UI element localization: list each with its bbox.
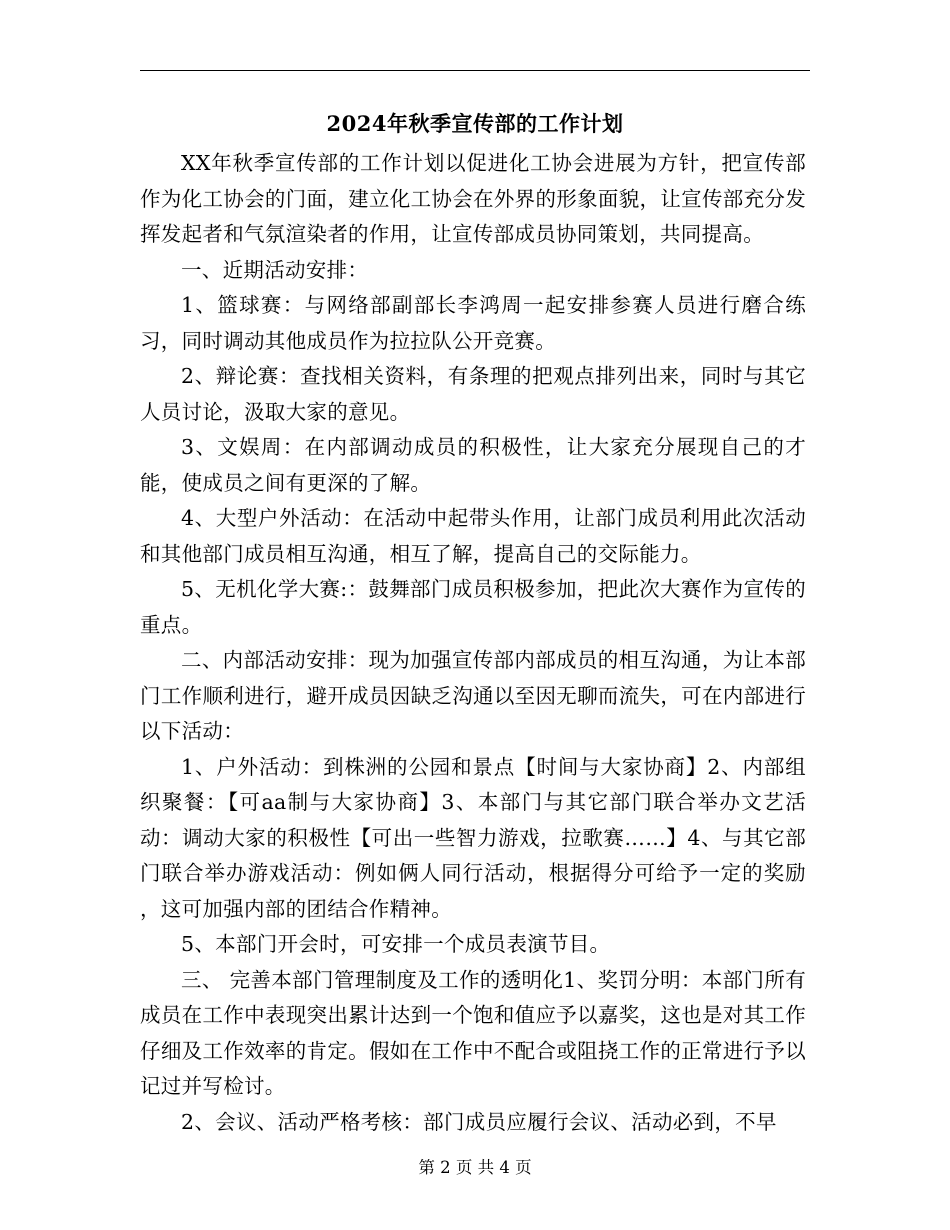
paragraph-internal-activities: 1、户外活动：到株洲的公园和景点【时间与大家协商】2、内部组织聚餐：【可aa制与大家协商】3、本部门与其它部门联合举办文艺活动：调动大家的积极性【可出一些智力游戏，拉歌赛……】4、与其它部门联合举办游戏活动：例如俩人同行活动，根据得分可给予一定的奖励 ，这可加强内部的团结合作精神。 bbox=[140, 754, 806, 921]
paragraph-section-3: 三、 完善本部门管理制度及工作的透明化1、奖罚分明：本部门所有成员在工作中表现突出累计达到一个饱和值应予以嘉奖，这也是对其工作仔细及工作效率的肯定。假如在工作中不配合或阻挠工作的正常进行予以记过并写检讨。 bbox=[140, 967, 806, 1098]
page-number: 第 2 页 共 4 页 bbox=[418, 1158, 532, 1177]
paragraph-section-2: 二、内部活动安排：现为加强宣传部内部成员的相互沟通，为让本部门工作顺利进行，避开成员因缺乏沟通以至因无聊而流失，可在内部进行以下活动： bbox=[140, 648, 806, 743]
paragraph-section-1-heading: 一、近期活动安排： bbox=[181, 257, 369, 282]
paragraph-debate: 2、辩论赛：查找相关资料，有条理的把观点排列出来，同时与其它人员讨论，汲取大家的意见。 bbox=[140, 364, 806, 424]
header-rule bbox=[140, 70, 810, 71]
paragraph-intro: XX年秋季宣传部的工作计划以促进化工协会进展为方针，把宣传部作为化工协会的门面，建立化工协会在外界的形象面貌，让宣传部充分发挥发起者和气氛渲染者的作用，让宣传部成员协同策划，共同提高。 bbox=[140, 151, 806, 246]
paragraph-meeting-assessment: 2、会议、活动严格考核：部门成员应履行会议、活动必到，不早 bbox=[181, 1109, 777, 1134]
paragraph-chemistry-contest: 5、无机化学大赛:：鼓舞部门成员积极参加，把此次大赛作为宣传的重点。 bbox=[140, 577, 806, 637]
paragraph-basketball: 1、篮球赛：与网络部副部长李鸿周一起安排参赛人员进行磨合练习，同时调动其他成员作为拉拉队公开竞赛。 bbox=[140, 293, 806, 353]
document-body bbox=[140, 146, 806, 1140]
paragraph-meeting-performance: 5、本部门开会时，可安排一个成员表演节目。 bbox=[181, 932, 611, 956]
paragraph-outdoor-event: 4、大型户外活动：在活动中起带头作用，让部门成员利用此次活动和其他部门成员相互沟通，相互了解，提高自己的交际能力。 bbox=[140, 506, 806, 566]
document-title: 2024年秋季宣传部的工作计划 bbox=[326, 111, 624, 136]
paragraph-culture-week: 3、文娱周：在内部调动成员的积极性，让大家充分展现自己的才能，使成员之间有更深的了解。 bbox=[140, 435, 806, 495]
